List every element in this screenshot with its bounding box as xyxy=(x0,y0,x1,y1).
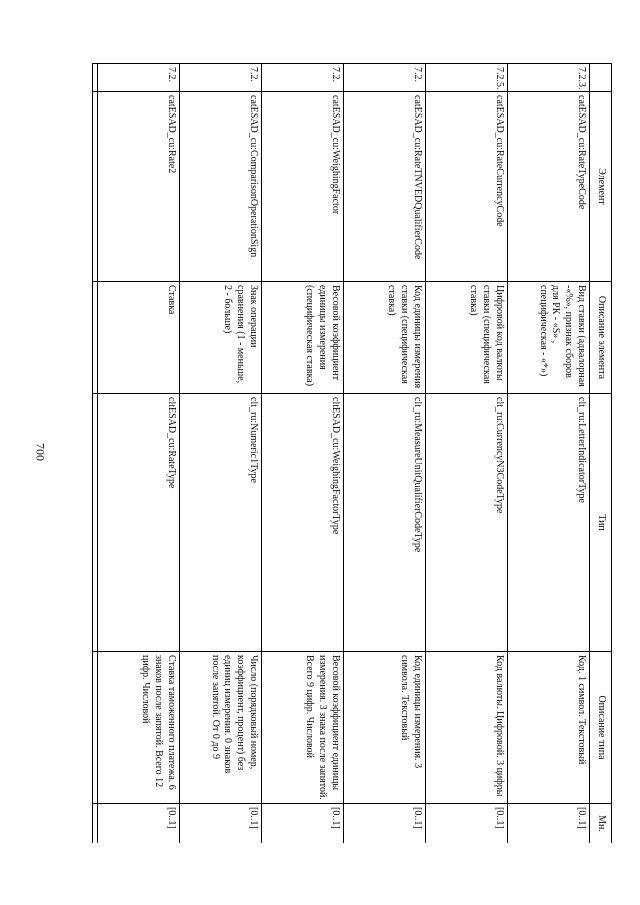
cell-multiplicity: [0..1] xyxy=(508,804,590,844)
cell-type-description: Код единицы измерения. 3 символа. Текстовый xyxy=(344,652,426,804)
cell-type-description: Число (порядковый номер, коэффициент, процент) без единиц измерения. 0 знаков после запятой. От 0 до 9 xyxy=(180,652,262,804)
cell-multiplicity: [0..1] xyxy=(98,804,180,844)
cell-element-description: Цифровой код валюты ставки (специфическая ставка) xyxy=(426,282,508,394)
cell-type: cltESAD_cu:RateType xyxy=(98,394,180,652)
table-row xyxy=(344,64,426,844)
empty-cell xyxy=(93,652,98,804)
cell-element: catESAD_cu:ComparisonOperationSign xyxy=(180,92,262,282)
table-row xyxy=(508,64,590,844)
cell-type: clt_ru:CurrencyN3CodeType xyxy=(426,394,508,652)
cell-element: catESAD_cu:RateTNVEDQualifierCode xyxy=(344,92,426,282)
rotated-page-area xyxy=(92,63,612,843)
cell-num: 7.2. xyxy=(344,64,426,92)
empty-cell xyxy=(93,64,98,92)
cell-num: 7.2.3. xyxy=(508,64,590,92)
empty-cell xyxy=(93,394,98,652)
cell-num: 7.2. xyxy=(180,64,262,92)
cell-element-description: Ставка xyxy=(98,282,180,394)
empty-cell xyxy=(93,804,98,844)
cell-element-description: Знак операции сравнения (1 - меньше, 2 - больше) xyxy=(180,282,262,394)
empty-cell xyxy=(93,92,98,282)
cell-element: catESAD_cu:RateTypeCode xyxy=(508,92,590,282)
cell-element: catESAD_cu:RateCurrencyCode xyxy=(426,92,508,282)
header-num xyxy=(590,64,612,92)
cell-element-description: Весовой коэффициент единицы измерения (специфическая ставка) xyxy=(262,282,344,394)
header-type: Тип xyxy=(590,394,612,652)
cell-type-description: Код. 1 символ. Текстовый xyxy=(508,652,590,804)
header-element-description: Описание элемента xyxy=(590,282,612,394)
cell-type: cltESAD_cu:WeighingFactorType xyxy=(262,394,344,652)
header-type-description: Описание типа xyxy=(590,652,612,804)
empty-cell xyxy=(93,282,98,394)
cell-multiplicity: [0..1] xyxy=(344,804,426,844)
header-element: Элемент xyxy=(590,92,612,282)
cell-num: 7.2.5. xyxy=(426,64,508,92)
cell-type: clt_ru:MeasureUnitQualifierCodeType xyxy=(344,394,426,652)
cell-multiplicity: [0..1] xyxy=(426,804,508,844)
cell-element-description: Вид ставки (адвалорная -«%», признак сборов для РК - «S» , специфическая - «*») xyxy=(508,282,590,394)
cell-num: 7.2. xyxy=(262,64,344,92)
table-row xyxy=(262,64,344,844)
table-row xyxy=(98,64,180,844)
table-row xyxy=(180,64,262,844)
cell-type-description: Ставка таможенного платежа. 6 знаков после запятой. Всего 12 цифр. Числовой xyxy=(98,652,180,804)
cell-multiplicity: [0..1] xyxy=(180,804,262,844)
cell-type: clt_ru:LetterIndicatorType xyxy=(508,394,590,652)
cell-element-description: Код единицы измерения ставки (специфическая ставка) xyxy=(344,282,426,394)
page-number: 700 xyxy=(33,443,48,461)
cell-multiplicity: [0..1] xyxy=(262,804,344,844)
cell-element: catESAD_cu:WeighingFactor xyxy=(262,92,344,282)
table-empty-row xyxy=(93,64,98,844)
table-header-row xyxy=(590,64,612,844)
header-multiplicity: Мн. xyxy=(590,804,612,844)
cell-type-description: Весовой коэффициент единицы измерения. 3 знака после запятой. Всего 9 цифр. Числовой xyxy=(262,652,344,804)
element-spec-table xyxy=(92,63,612,843)
cell-type-description: Код валюты. Цифровой. 3 цифры xyxy=(426,652,508,804)
table-row xyxy=(426,64,508,844)
rotated-table-wrapper xyxy=(92,63,612,843)
cell-type: clt_ru:Numeric1Type xyxy=(180,394,262,652)
cell-element: catESAD_cu:Rate2 xyxy=(98,92,180,282)
cell-num: 7.2. xyxy=(98,64,180,92)
